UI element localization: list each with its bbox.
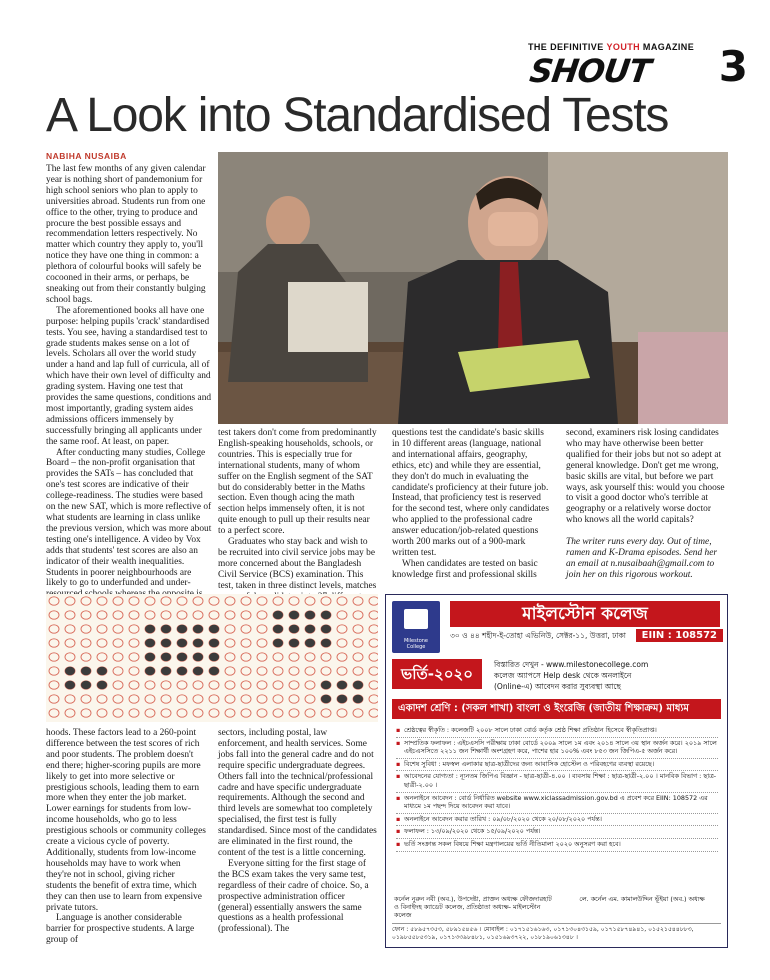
paragraph: second, examiners risk losing candidates who may have otherwise been better qualified for their jobs but not so adept at general knowledge. Don't get me wrong, basic skills are vital, but before we part ways, ask yourself this: would you choose to visit a good doctor who's terrible at geography or a relatively worse doctor who knows all the world capitals?	[566, 428, 725, 526]
page-number: 3	[718, 42, 748, 91]
article-title: A Look into Standardised Tests	[46, 89, 669, 142]
ad-bullet: ▪ আবেদনের যোগ্যতা : ন্যূনতম জিপিএ বিজ্ঞান - ছাত্র-ছাত্রী-৪.০০ । ব্যবসায় শিক্ষা : ছাত্র-ছাত্রী-২.০০ । মানবিক বিভাগ : ছাত্র-ছাত্রী-২.০০ ।	[396, 771, 718, 792]
bubble-sheet-graphic	[46, 594, 378, 722]
ad-bullet: ▪ ফলাফল : ১৩/০৯/২০২০ থেকে ১৫/০৯/২০২০ পর্যন্ত।	[396, 826, 718, 839]
link-website: বিস্তারিত দেখুন - www.milestonecollege.com	[494, 660, 649, 669]
paragraph: hoods. These factors lead to a 260-point difference between the test scores of rich and poor students. The problem doesn't end there; higher-scoring pupils are more likely to get into more selective or prestigious schools, leading them to earn more when they enter the job market. Lower earnings for students from low-income households, who go to less prestigious schools or community colleges create a vicious cycle of poverty. Additionally, students from low-income households may have to work when they're not in school, giving richer students the benefit of extra time, which they can then use to learn from expensive private tutors.	[46, 728, 206, 913]
paragraph: After conducting many studies, College Board – the non-profit organisation that provides the SATs – has concluded that one's test scores are indicative of their college-readiness. The studies were based on the new SAT, which is more reflective of what students are learning in class unlike the previous version, which was more about testing one's intelligence. A video by Vox adds that students' test scores are also an indicator of their wealth inequalities. Students in poorer neighbourhoods are likely to go to underfunded and under-	[46, 447, 212, 589]
link-helpdesk: কলেজ অ্যাপসে Help desk থেকে অনলাইনে	[494, 671, 632, 680]
ad-bullet: ▪ বিশেষ সুবিধা : মফস্বল এলাকার ছাত্র-ছাত্রীদের জন্য আবাসিক হোস্টেল ও পরিবহণের ব্যবস্থা রয়েছে।	[396, 759, 718, 772]
book-icon	[404, 609, 428, 629]
paragraph: The last few months of any given calendar year is nothing short of pandemonium for high school seniors who plan to apply to universities abroad. Students run from one office to the other, trying to produce and procure the best possible essays and recommendation letters respectively. No matter which country they apply to, you'll notice they have one thing in common: a plethora of colourful books will safely be cocooned in their arms, or perhaps, be sneaking out from their constantly bulging school bags.	[46, 164, 206, 305]
paragraph: Everyone sitting for the first stage of the BCS exam takes the very same test, regardless of their cadre of choice. So, a prospective administration officer (general) essentially answers the same questions as a health professional (professional). The	[218, 858, 369, 935]
answer-sheet-image	[46, 594, 378, 722]
college-address: ৩০ ও ৪৪ শহীদ-ই-তোহা এভিনিউ, সেক্টর-১১, উত্তরা, ঢাকা	[450, 631, 626, 640]
article-column-4	[566, 428, 726, 581]
article-column-1	[46, 164, 212, 611]
college-name: মাইলস্টোন কলেজ	[450, 601, 720, 627]
ad-bullet: ▪ সাম্প্রতিক ফলাফল : এইচএসসি পরীক্ষায় ঢাকা বোর্ডে ২০০৯ সালে ১ম এবং ২০১৪ সালে ৩য় স্থান অর্জন করে। ২০১৯ সালে এইচএসসিতে ২২১১ জন শিক্ষার্থী অংশগ্রহণ করে, পাশের হার ১০০% এবং ৮৫৩ জন জিপিএ-৫ অর্জন করে।	[396, 738, 718, 759]
ad-header	[386, 595, 727, 657]
paragraph: When candidates are tested on basic knowledge first and professional skills	[392, 558, 538, 580]
eiin-badge: EIIN : 108572	[636, 629, 723, 642]
ad-bullet: ▪ অনলাইনে আবেদন : বোর্ড নির্ধারিত website www.xiclassadmission.gov.bd এ প্রবেশ করে EIIN: 108572 এর মাধ্যমে ১ম পছন্দ দিয়ে আবেদন করা যাবে।	[396, 793, 718, 814]
author-byline: NABIHA NUSAIBA	[46, 151, 127, 161]
ad-bullet: ▪ শ্রেষ্ঠত্বের স্বীকৃতি : কলেজটি ২০০৮ সালে ঢাকা বোর্ড কর্তৃক শ্রেষ্ঠ শিক্ষা প্রতিষ্ঠান হিসেবে স্বীকৃতিপ্রাপ্ত।	[396, 725, 718, 738]
admission-badge: ভর্তি-২০২০	[392, 659, 482, 689]
article-column-3	[392, 428, 552, 581]
paragraph: Graduates who stay back and wish to be recruited into civil service jobs may be more concerned about the Bangladesh Civil Service (BCS) examination. This test, taken in three distinct levels, matches	[218, 537, 377, 591]
paragraph: The aforementioned books all have one purpose: helping pupils 'crack' standardised tests. You see, having a standardised test to grade students makes sense on a lot of levels. Scholars all over the world study under a hand and lap full of curricula, all of which have their own level of difficulty and grading system. Having one test that provides the same questions, conditions and most importantly, grading system aides admissions officers immensely by successfully bringing all applicants under the same roof. At least, on paper.	[46, 305, 212, 447]
masthead	[527, 40, 748, 91]
link-online: (Online-এ) আবেদন করার সুব্যবস্থা আছে	[494, 682, 621, 691]
ad-signatures	[394, 895, 720, 919]
ad-links	[494, 659, 722, 692]
exam-hall-photo	[218, 152, 728, 424]
masthead-brand: SHOUT	[527, 52, 653, 90]
class-banner: একাদশ শ্রেণি : (সকল শাখা) বাংলা ও ইংরেজি (জাতীয় শিক্ষাক্রম) মাধ্যম	[392, 699, 721, 719]
signature-principal: লে. কর্নেল এম. কামালউদ্দিন ভূঁইয়া (অব.) অধ্যক্ষ	[579, 895, 705, 903]
college-advertisement	[385, 594, 728, 948]
author-note: The writer runs every day. Out of time, ramen and K-Drama episodes. Send her an email at n.nusaibaah@gmail.com to join her on this rigorous workout.	[566, 537, 718, 580]
signature-adviser: কর্নেল নুরুন নবী (অব.), উপদেষ্টা, প্রাক্তন অধ্যক্ষ ফৌজদারহাট ও বিনাইদহ ক্যাডেট কলেজ, প্রতিষ্ঠাতা অধ্যক্ষ- মাইলস্টোন কলেজ	[394, 895, 552, 919]
paragraph: sectors, including postal, law enforcement, and health services. Some jobs fall into the general cadre and do not require specific undergraduate degrees. Others fall into the technical/professional cadre and have specific undergraduate requirements. Although the second and third levels are somewhat too completely specialised, the first test is fully standardised. Since most of the candidates are eliminated in the first round, the content of the test is a little concerning.	[218, 728, 377, 858]
article-column-5	[46, 728, 206, 946]
ad-bullet: ▪ ভর্তি সংক্রান্ত সকল বিষয়ে শিক্ষা মন্ত্রণালয়ের ভর্তি নীতিমালা ২০২০ অনুসরণ করা হবে।	[396, 839, 718, 852]
article-column-2	[218, 428, 378, 603]
ad-bullet-list	[396, 725, 718, 852]
paragraph: test takers don't come from predominantly English-speaking households, schools, or countries. This is especially true for international students, many of whom suffer on the English segment of the SAT but do considerably better in the Maths section. Even though acing the math section helps immensely often, it is not quite enough to pull up their results near to a perfect score.	[218, 428, 377, 537]
article-column-6	[218, 728, 378, 935]
article-photo	[218, 152, 728, 424]
paragraph: questions test the candidate's basic skills in 10 different areas (language, national and international affairs, geography, ethics, etc) and while they are essential, they don't do much in evaluating the candidate's proficiency at their future job. Instead, that proficiency test is reserved for the second test, where only candidates who applied to the professional cadre answer education/job-related questions worth 200 marks out of a 900-mark written test.	[392, 428, 549, 558]
ad-contact-numbers: ফোন : ৫৮৯৫৭৩৫৩, ৫৮৯১৫৪৫৬ । মোবাইল : ০১৭১৫১৬১৬৩, ০১৭১৩০৪৩১৫৯, ০১৭১৫৮৭৪৯৪১, ০১৫২১৫৪৪৮৮৩, ০১৯৮৫৫৮৫৩১৯, ০১৭১৩৩৯৮৪৮১, ০১৫১৬৯৩৭২২, ০১৮১৯০৬১৩৪৮ ।	[392, 923, 721, 942]
paragraph: Language is another considerable barrier for prospective students. A large group of	[46, 913, 195, 946]
logo-text: Milestone College	[403, 638, 429, 650]
ad-bullet: ▪ অনলাইনে আবেদন করার তারিখ : ০৯/০৮/২০২০ থেকে ২০/০৮/২০২০ পর্যন্ত।	[396, 814, 718, 827]
masthead-tagline: THE DEFINITIVE YOUTH MAGAZINE	[528, 42, 695, 52]
college-logo	[392, 601, 440, 653]
